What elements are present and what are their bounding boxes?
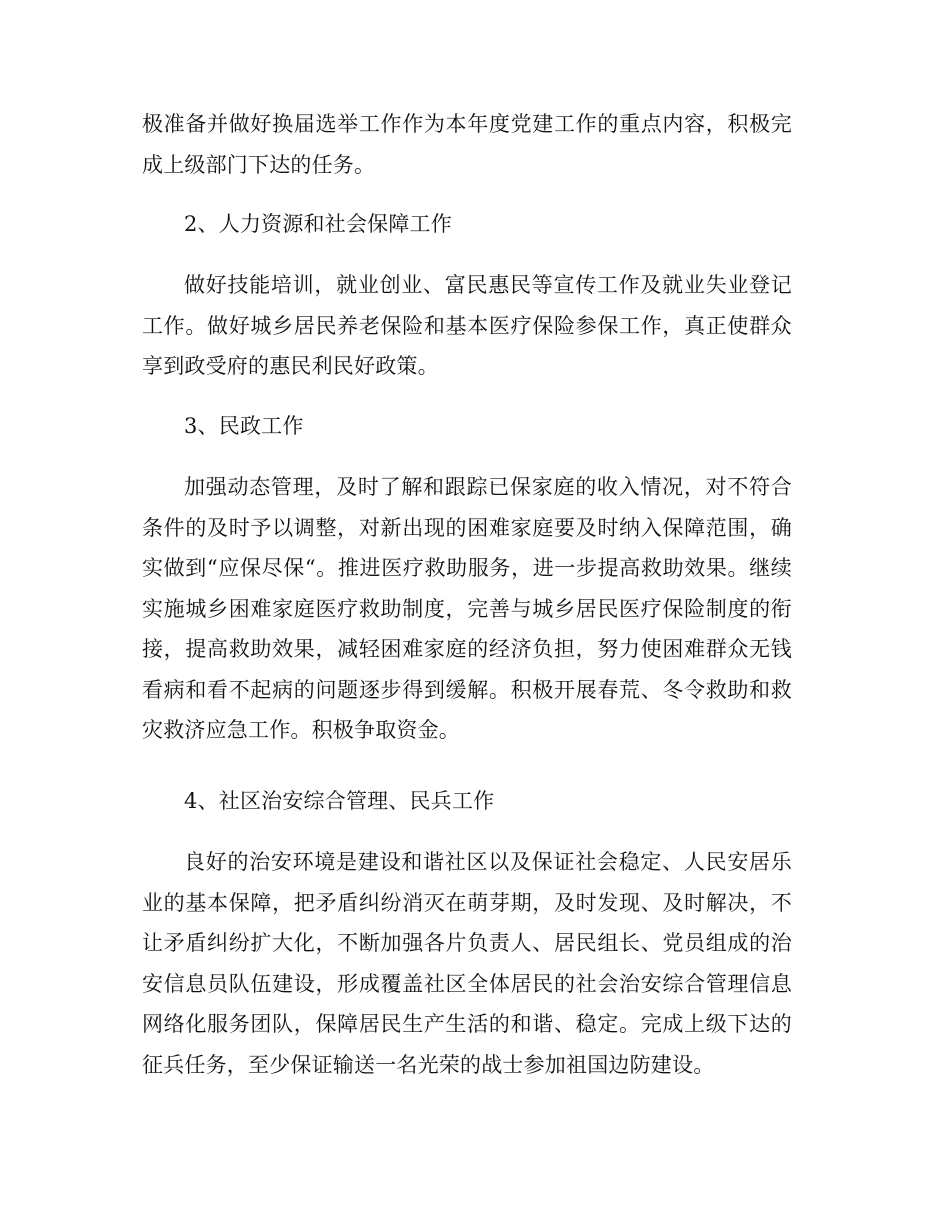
heading-civil-affairs <box>142 406 792 446</box>
body-text: 做好技能培训，就业创业、富民惠民等宣传工作及就业失业登记工作。做好城乡居民养老保险和基本医疗保险参保工作，真正使群众享到政受府的惠民利民好政策。 <box>142 273 792 378</box>
section-heading: 3、民政工作 <box>184 414 304 438</box>
section-heading: 4、社区治安综合管理、民兵工作 <box>184 789 495 813</box>
body-text: 加强动态管理，及时了解和跟踪已保家庭的收入情况，对不符合条件的及时予以调整，对新出现的困难家庭要及时纳入保障范围，确实做到“应保尽保“。推进医疗救助服务，进一步提高救助效果。继续实施城乡困难家庭医疗救助制度，完善与城乡居民医疗保险制度的衔接，提高救助效果，减轻困难家庭的经济负担，努力使困难群众无钱看病和看不起病的问题逐步得到缓解。积极开展春荒、冬令救助和救灾救济应急工作。积极争取资金。 <box>142 475 792 742</box>
heading-public-security <box>142 781 792 821</box>
body-text: 良好的治安环境是建设和谐社区以及保证社会稳定、人民安居乐业的基本保障，把矛盾纠纷消灭在萌芽期，及时发现、及时解决，不让矛盾纠纷扩大化，不断加强各片负责人、居民组长、党员组成的治安信息员队伍建设，形成覆盖社区全体居民的社会治安综合管理信息网络化服务团队，保障居民生产生活的和谐、稳定。完成上级下达的征兵任务，至少保证输送一名光荣的战士参加祖国边防建设。 <box>142 850 792 1077</box>
paragraph-party-building-continued <box>142 104 792 185</box>
paragraph-public-security <box>142 842 792 1085</box>
section-heading: 2、人力资源和社会保障工作 <box>184 212 452 236</box>
body-text: 极准备并做好换届选举工作作为本年度党建工作的重点内容，积极完成上级部门下达的任务。 <box>142 112 792 177</box>
paragraph-human-resources <box>142 265 792 387</box>
paragraph-civil-affairs <box>142 467 792 751</box>
heading-human-resources <box>142 204 792 244</box>
